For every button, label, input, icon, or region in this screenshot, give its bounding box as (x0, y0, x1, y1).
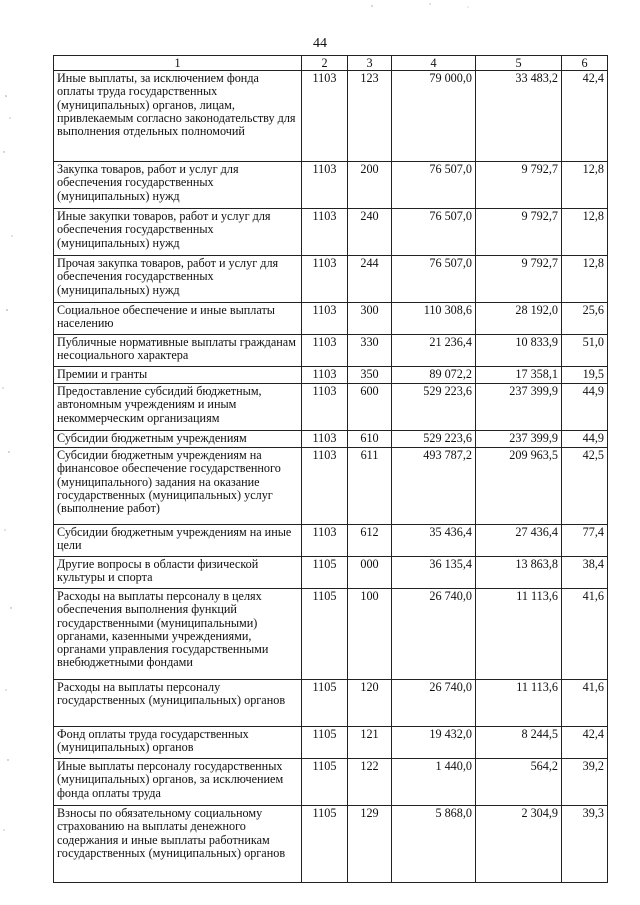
row-actual-value: 17 358,1 (476, 367, 562, 384)
row-plan-value: 529 223,6 (392, 384, 476, 431)
row-actual-value: 564,2 (476, 759, 562, 806)
row-actual-value: 209 963,5 (476, 448, 562, 525)
row-actual-value: 33 483,2 (476, 71, 562, 162)
row-percent-value: 39,2 (562, 759, 608, 806)
row-name: Расходы на выплаты персоналу в целях обеспечения выполнения функций государственными (муниципальными) органами, казенными учреждениями, органами управления государственными внебюджетными фондами (54, 589, 302, 680)
row-name: Иные выплаты персоналу государственных (муниципальных) органов, за исключением фонда оплаты труда (54, 759, 302, 806)
row-actual-value: 237 399,9 (476, 431, 562, 448)
row-name: Премии и гранты (54, 367, 302, 384)
row-expense-type-code: 121 (348, 727, 392, 759)
row-section-code: 1105 (302, 680, 348, 727)
table-row (54, 806, 608, 883)
table-header-row (54, 56, 608, 71)
row-actual-value: 11 113,6 (476, 680, 562, 727)
row-expense-type-code: 610 (348, 431, 392, 448)
row-plan-value: 26 740,0 (392, 680, 476, 727)
row-actual-value: 13 863,8 (476, 557, 562, 589)
row-plan-value: 26 740,0 (392, 589, 476, 680)
row-plan-value: 5 868,0 (392, 806, 476, 883)
table-row (54, 303, 608, 335)
table-row (54, 71, 608, 162)
table-row (54, 448, 608, 525)
row-section-code: 1103 (302, 384, 348, 431)
row-expense-type-code: 000 (348, 557, 392, 589)
column-header: 1 (54, 56, 302, 71)
row-plan-value: 76 507,0 (392, 209, 476, 256)
row-expense-type-code: 612 (348, 525, 392, 557)
row-percent-value: 42,4 (562, 71, 608, 162)
row-percent-value: 39,3 (562, 806, 608, 883)
table-row (54, 589, 608, 680)
column-header: 3 (348, 56, 392, 71)
row-section-code: 1103 (302, 431, 348, 448)
row-percent-value: 25,6 (562, 303, 608, 335)
row-expense-type-code: 350 (348, 367, 392, 384)
row-percent-value: 12,8 (562, 209, 608, 256)
row-plan-value: 36 135,4 (392, 557, 476, 589)
row-section-code: 1103 (302, 162, 348, 209)
row-plan-value: 529 223,6 (392, 431, 476, 448)
row-plan-value: 35 436,4 (392, 525, 476, 557)
row-name: Расходы на выплаты персоналу государственных (муниципальных) органов (54, 680, 302, 727)
row-expense-type-code: 122 (348, 759, 392, 806)
table-row (54, 162, 608, 209)
table-row (54, 335, 608, 367)
row-percent-value: 77,4 (562, 525, 608, 557)
row-plan-value: 19 432,0 (392, 727, 476, 759)
row-expense-type-code: 244 (348, 256, 392, 303)
row-percent-value: 51,0 (562, 335, 608, 367)
table-row (54, 209, 608, 256)
row-name: Прочая закупка товаров, работ и услуг для обеспечения государственных (муниципальных) нужд (54, 256, 302, 303)
row-section-code: 1105 (302, 557, 348, 589)
budget-execution-table (53, 55, 608, 883)
column-header: 4 (392, 56, 476, 71)
row-section-code: 1105 (302, 727, 348, 759)
row-name: Иные закупки товаров, работ и услуг для обеспечения государственных (муниципальных) нужд (54, 209, 302, 256)
table-row (54, 680, 608, 727)
row-name: Субсидии бюджетным учреждениям на иные цели (54, 525, 302, 557)
row-expense-type-code: 330 (348, 335, 392, 367)
row-plan-value: 76 507,0 (392, 256, 476, 303)
row-expense-type-code: 120 (348, 680, 392, 727)
table-row (54, 759, 608, 806)
row-percent-value: 42,5 (562, 448, 608, 525)
row-name: Публичные нормативные выплаты гражданам несоциального характера (54, 335, 302, 367)
row-plan-value: 110 308,6 (392, 303, 476, 335)
row-percent-value: 41,6 (562, 680, 608, 727)
row-expense-type-code: 123 (348, 71, 392, 162)
column-header: 6 (562, 56, 608, 71)
row-percent-value: 42,4 (562, 727, 608, 759)
table-row (54, 431, 608, 448)
row-section-code: 1103 (302, 209, 348, 256)
row-section-code: 1103 (302, 335, 348, 367)
column-header: 5 (476, 56, 562, 71)
column-header: 2 (302, 56, 348, 71)
row-expense-type-code: 611 (348, 448, 392, 525)
table-row (54, 367, 608, 384)
row-expense-type-code: 100 (348, 589, 392, 680)
row-actual-value: 28 192,0 (476, 303, 562, 335)
row-actual-value: 9 792,7 (476, 256, 562, 303)
row-name: Другие вопросы в области физической культуры и спорта (54, 557, 302, 589)
row-plan-value: 79 000,0 (392, 71, 476, 162)
row-percent-value: 38,4 (562, 557, 608, 589)
row-section-code: 1103 (302, 448, 348, 525)
page-number: 44 (313, 36, 327, 51)
table-row (54, 727, 608, 759)
row-actual-value: 2 304,9 (476, 806, 562, 883)
row-section-code: 1105 (302, 759, 348, 806)
row-plan-value: 89 072,2 (392, 367, 476, 384)
row-section-code: 1103 (302, 303, 348, 335)
row-plan-value: 76 507,0 (392, 162, 476, 209)
row-expense-type-code: 240 (348, 209, 392, 256)
row-section-code: 1103 (302, 525, 348, 557)
row-expense-type-code: 129 (348, 806, 392, 883)
row-section-code: 1105 (302, 806, 348, 883)
row-name: Взносы по обязательному социальному страхованию на выплаты денежного содержания и иные выплаты работникам государственных (муниципальных) органов (54, 806, 302, 883)
row-percent-value: 44,9 (562, 384, 608, 431)
row-actual-value: 237 399,9 (476, 384, 562, 431)
row-actual-value: 9 792,7 (476, 209, 562, 256)
row-actual-value: 8 244,5 (476, 727, 562, 759)
row-percent-value: 12,8 (562, 162, 608, 209)
row-percent-value: 44,9 (562, 431, 608, 448)
row-name: Фонд оплаты труда государственных (муниципальных) органов (54, 727, 302, 759)
row-percent-value: 12,8 (562, 256, 608, 303)
row-section-code: 1103 (302, 256, 348, 303)
row-actual-value: 27 436,4 (476, 525, 562, 557)
row-plan-value: 493 787,2 (392, 448, 476, 525)
row-plan-value: 21 236,4 (392, 335, 476, 367)
row-section-code: 1105 (302, 589, 348, 680)
table-row (54, 525, 608, 557)
row-percent-value: 19,5 (562, 367, 608, 384)
row-actual-value: 11 113,6 (476, 589, 562, 680)
row-section-code: 1103 (302, 367, 348, 384)
row-actual-value: 10 833,9 (476, 335, 562, 367)
row-section-code: 1103 (302, 71, 348, 162)
row-expense-type-code: 300 (348, 303, 392, 335)
row-name: Закупка товаров, работ и услуг для обеспечения государственных (муниципальных) нужд (54, 162, 302, 209)
row-name: Субсидии бюджетным учреждениям на финансовое обеспечение государственного (муниципального) задания на оказание государственных (муниципальных) услуг (выполнение работ) (54, 448, 302, 525)
row-actual-value: 9 792,7 (476, 162, 562, 209)
row-expense-type-code: 200 (348, 162, 392, 209)
row-expense-type-code: 600 (348, 384, 392, 431)
row-name: Социальное обеспечение и иные выплаты населению (54, 303, 302, 335)
row-percent-value: 41,6 (562, 589, 608, 680)
row-name: Предоставление субсидий бюджетным, автономным учреждениям и иным некоммерческим организациям (54, 384, 302, 431)
row-name: Субсидии бюджетным учреждениям (54, 431, 302, 448)
row-name: Иные выплаты, за исключением фонда оплаты труда государственных (муниципальных) органов, лицам, привлекаемым согласно законодательству для выполнения отдельных полномочий (54, 71, 302, 162)
row-plan-value: 1 440,0 (392, 759, 476, 806)
table-row (54, 557, 608, 589)
table-row (54, 384, 608, 431)
table-row (54, 256, 608, 303)
